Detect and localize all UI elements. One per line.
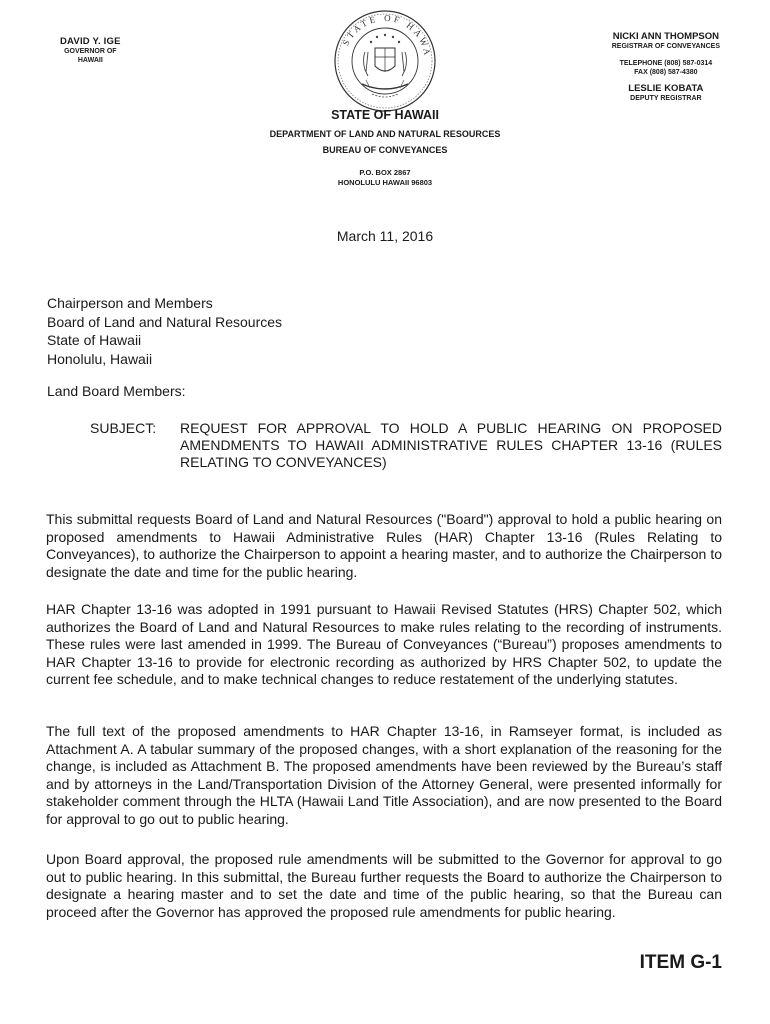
governor-name: DAVID Y. IGE: [60, 36, 121, 47]
addressee-line: Honolulu, Hawaii: [47, 350, 153, 367]
city-zip: HONOLULU HAWAII 96803: [337, 178, 433, 187]
body-paragraph: This submittal requests Board of Land and Natural Resources ("Board") approval to hold a public hearing on proposed amendments to Hawaii Administrative Rules (HAR) Chapter 13-16 (Rules Relating to Conveyances), to authorize the Chairperson to appoint a hearing master, and to authorize the Chairperson to designate the date and time for the public hearing.: [46, 511, 722, 580]
telephone: TELEPHONE (808) 587-0314: [619, 60, 713, 67]
fax: FAX (808) 587-4380: [634, 69, 698, 76]
addressee-block: [47, 294, 282, 368]
subject-label: SUBJECT:: [90, 420, 157, 436]
deputy-title: DEPUTY REGISTRAR: [630, 95, 702, 102]
addressee-line: State of Hawaii: [47, 332, 142, 348]
letter-date: March 11, 2016: [336, 228, 434, 244]
registrar-title: REGISTRAR OF CONVEYANCES: [611, 43, 720, 50]
governor-title-line2: HAWAII: [77, 57, 103, 64]
registrar-block: [612, 31, 720, 103]
letterhead-state: STATE OF HAWAII: [331, 108, 439, 122]
state-seal-icon: [332, 8, 438, 114]
letterhead-department: DEPARTMENT OF LAND AND NATURAL RESOURCES: [269, 129, 501, 139]
body-paragraph: Upon Board approval, the proposed rule amendments will be submitted to the Governor for approval to go out to public hearing. In this submittal, the Bureau further requests the Board to authorize the Chairperson to designate a hearing master and to set the date and time of the public hearing, so that the Bureau can proceed after the Governor has approved the proposed rule amendments for public hearing.: [46, 851, 722, 920]
po-box: P.O. BOX 2867: [359, 168, 411, 177]
governor-block: [60, 36, 121, 65]
addressee-line: Board of Land and Natural Resources: [47, 313, 283, 330]
addressee-line: Chairperson and Members: [47, 295, 213, 311]
seal-ring-text: STATE OF HAWA: [340, 12, 434, 59]
letterhead-bureau: BUREAU OF CONVEYANCES: [322, 145, 448, 155]
svg-text:STATE OF HAWAII: [332, 8, 433, 59]
letterhead-address: [0, 168, 770, 188]
subject-text: REQUEST FOR APPROVAL TO HOLD A PUBLIC HEARING ON PROPOSED AMENDMENTS TO HAWAII ADMINISTRATIVE RULES CHAPTER 13-16 (RULES RELATING TO CONVEYANCES): [180, 420, 722, 470]
body-paragraph: HAR Chapter 13-16 was adopted in 1991 pursuant to Hawaii Revised Statutes (HRS) Chapter 502, which authorizes the Board of Land and Natural Resources to make rules relating to the recording of instruments. These rules were last amended in 1999. The Bureau of Conveyances (“Bureau”) proposes amendments to HAR Chapter 13-16 to provide for electronic recording as authorized by HRS Chapter 502, to update the current fee schedule, and to make technical changes to reduce restatement of the underlying statutes.: [46, 601, 722, 687]
item-label: ITEM G-1: [639, 952, 722, 973]
salutation: Land Board Members:: [47, 383, 186, 399]
deputy-name: LESLIE KOBATA: [628, 83, 704, 94]
body-paragraph: The full text of the proposed amendments to HAR Chapter 13-16, in Ramseyer format, is included as Attachment A. A tabular summary of the proposed changes, with a short explanation of the reasoning for the change, is included as Attachment B. The proposed amendments have been reviewed by the Bureau’s staff and by attorneys in the Land/Transportation Division of the Attorney General, were presented informally for stakeholder comment through the HLTA (Hawaii Land Title Association), and are now presented to the Board for approval to go out to public hearing.: [46, 723, 722, 827]
registrar-name: NICKI ANN THOMPSON: [612, 31, 719, 42]
governor-title-line1: GOVERNOR OF: [64, 48, 117, 55]
